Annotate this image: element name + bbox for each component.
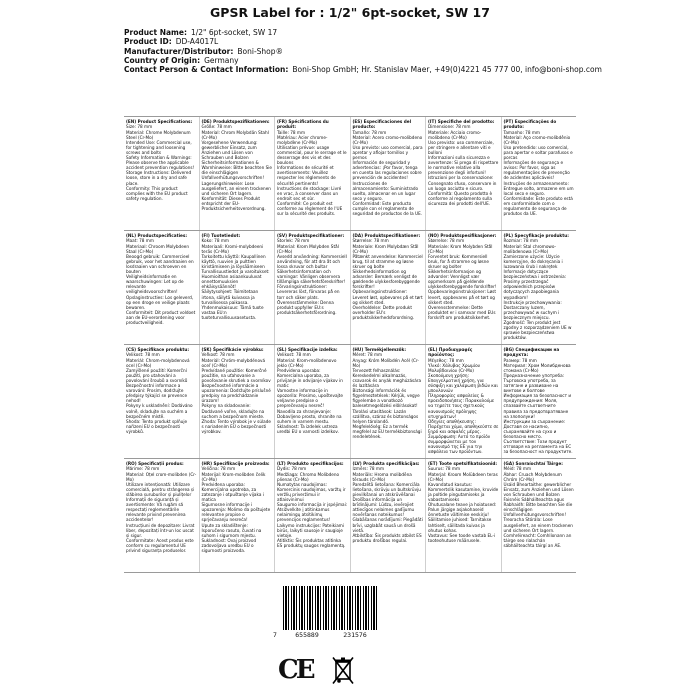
- spec-heading: (SV) Produktspecifikationer:: [277, 233, 345, 238]
- barcode-right-group: 231576: [343, 631, 367, 639]
- spec-cell-da: [351, 231, 427, 344]
- spec-body: Maat: 78 mm Materiaal: Chroom Molybdeen Staal (Cr-Mo) Beoogd gebruik: Commercieel gebruik, voor het aandraaien en losdraaien van schroeven en bouten Veiligheidsinformatie en waarschuwingen: Let op de relevante veiligheidsvoorschriften! Opslaginstructies: Los geleverd, op een droge en veilige plaats bewaren. Conformiteit: Dit product voldoet aan de EU-verordening voor productveiligheid.: [126, 238, 196, 325]
- spec-heading: (PT) Especificações do produto:: [503, 119, 557, 130]
- spec-body: Koko: 78 mm Materiaali: Kromi-molybdeeni teräs (Cr-Mo) Tarkoitettu käyttö: Kaupallinen käyttö, ruuvien ja pulttien kiristämiseen ja löysäämiseen Turvallisuustiedot ja varoitukset: Huomioithan asiaankuuluvat onnettomuuksien ehkäisysäännöt! Säilytysohjeet: Toimitetaan irtona, säilytä kuivassa ja turvallisessa paikassa. Yhdenmukaisuus: Tämä tuote vastaa EU:n tuoteturvallisuusasetusta.: [201, 238, 270, 320]
- spec-heading: (EN) Product Specifications:: [126, 119, 193, 124]
- spec-row: [124, 230, 576, 344]
- spec-heading: (SL) Specifikacije izdelka:: [277, 347, 338, 352]
- spec-cell-fi: [200, 231, 276, 344]
- spec-body: Größe: 78 mm Material: Chrom Molybdän Stahl (Cr-Mo) Vorgesehene Verwendung: gewerblicher Einsatz, zum Anziehen und Lösen von Schrauben und Bolzen Sicherheitsinformationen & Warnhinweise: Bitte beachten Sie die einschlägigen Unfallverhütungsvorschriften! Lagerungshinweise: Lose ausgeliefert, an einem trockenen und sicheren Ort lagern. Konformität: Dieses Produkt entspricht der EU-Produktsicherheitsverordnung.: [201, 124, 272, 211]
- spec-body: Μέγεθος: 78 mm Υλικό: Χάλυβας Χρωμίου Μολυβδαινίου (Cr-Mo) Σκοπούμενη χρήση: Επαγγελματική χρήση, για σύσφιξη και χαλάρωση βιδών και μπουλονιών Πληροφορίες ασφαλείας & προειδοποιήσεις: Παρακαλούμε να τηρείτε τους σχετικούς κανονισμούς πρόληψης ατυχημάτων! Οδηγίες αποθήκευσης: Παρέχεται χύμα, αποθηκεύστε σε ξηρό και ασφαλές μέρος. Συμμόρφωση: Αυτό το προϊόν συμμορφώνεται με τον κανονισμό της ΕΕ για την ασφάλεια των προϊόντων.: [428, 357, 499, 455]
- spec-heading: (ET) Toote spetsifikatsioonid:: [428, 461, 498, 466]
- page-title: GPSR Label for : 1/2" 6pt-socket, SW 17: [210, 5, 490, 20]
- spec-body: Størrelse: 78 mm Materiale: Krom Molybden Stål (Cr-Mo) Forventet bruk: Kommersiell bruk, for å stramme og løsne skruer og bolter Sikkerhetsinformasjon og advarsler: Vennligst vær oppmerksom på gjeldende ulykkesforebyggende forskrifter! Oppbevaringsinstruksjoner: Løst levert, oppbevares på et tørt og sikkert sted. Overensstemmelse: Dette produktet er i samsvar med EUs forskrift om produktsikkerhet.: [428, 238, 497, 320]
- spec-cell-ga: [502, 459, 577, 572]
- compliance-marks: [278, 656, 355, 686]
- spec-heading: (NO) Produktspesifikasjoner:: [428, 233, 497, 238]
- spec-cell-sv: [275, 231, 351, 344]
- info-label: Product ID:: [124, 37, 172, 47]
- spec-body: Rozmiar: 78 mm Materiał: Stal chromowo-molibdenowa (Cr-Mo) Zamierzone użycie: Użycie komercyjne, do dokręcania i luzowania śrub i nakrętek Informacje dotyczące bezpieczeństwa i ostrzeżenia: Prosimy przestrzegać odpowiednich przepisów dotyczących zapobiegania wypadkom! Instrukcje przechowywania: Dostarczany luzem, przechowywać w suchym i bezpiecznym miejscu. Zgodność: Ten produkt jest zgodny z rozporządzeniem UE w sprawie bezpieczeństwa produktów.: [503, 238, 572, 341]
- spec-body: Størrelse: 78 mm Materiale: Krom Molybdæn Stål (Cr-Mo) Påtænkt anvendelse: Kommerciel brug, til at stramme og løsne skruer og bolte Sikkerhedsinformation og advarsler: Bemærk venligst de gældende ulykkesforebyggende forskrifter! Opbevaringsinstruktioner: Leveret løst, opbevares på et tørt og sikkert sted. Overholdelse: Dette produkt overholder EU's produktsikkerhedsforordning.: [352, 238, 423, 320]
- info-value: 1/2" 6pt-socket, SW 17: [190, 28, 278, 37]
- info-product-name: [124, 28, 594, 37]
- product-info: [124, 28, 602, 75]
- spec-cell-de: [200, 117, 276, 230]
- ean-barcode: [273, 586, 388, 646]
- spec-heading: (EL) Προδιαγραφές προϊόντος:: [428, 347, 473, 358]
- spec-body: Velikost: 78 mm Materiál: Chrom-molybdenová ocel (Cr-Mo) Zamýšlené použití: Komerční použití, pro utahování a povolování šroubů a svorníků Bezpečnostní informace a varování: Prosím, dodržujte předpisy týkající se prevence nehod! Pokyny k uskladnění: Dodáváno volně, skladujte na suchém a bezpečném místě. Shoda: Tento produkt splňuje nařízení EU o bezpečnosti výrobků.: [126, 352, 193, 434]
- info-product-id: [124, 37, 594, 46]
- crossed-out-wheelie-bin-icon: [331, 656, 355, 686]
- spec-heading: (FR) Spécifications du produit:: [277, 119, 329, 130]
- ce-mark: CE: [278, 655, 313, 685]
- spec-cell-ro: [124, 459, 200, 572]
- spec-heading: (DA) Produktspecifikationer:: [352, 233, 421, 238]
- info-label: Country of Origin:: [124, 55, 201, 65]
- spec-cell-cs: [124, 345, 200, 458]
- spec-heading: (CS) Specifikace produktu:: [126, 347, 190, 352]
- spec-body: Taille: 78 mm Matériau: Acier chrome-molybdène (Cr-Mo) Utilisation prévue: usage commercial, pour le serrage et le desserrage des vis et des boulons Informations de sécurité et avertissements: Veuillez respecter les règlements de sécurité pertinents! Instructions de stockage: Livré en vrac, à conserver dans un endroit sec et sûr. Conformité: Ce produit est conforme au règlement de l'UE sur la sécurité des produits.: [277, 129, 347, 217]
- spec-heading: (LT) Produkto specifikacijos:: [277, 461, 344, 466]
- spec-heading: (NL) Productspecificaties:: [126, 233, 188, 238]
- spec-body: Size: 78 mm Material: Chrome Molybdenum Steel (Cr-Mo) Intended Use: Commercial use, for tightening and loosening screws and bolts Safety Information & Warnings: Please observe the applicable accident prevention regulations! Storage Instructions: Delivered loose, store in a dry and safe place. Conformity: This product complies with the EU product safety regulation.: [126, 124, 195, 201]
- spec-body: Dimensione: 78 mm Materiale: Acciaio cromo-molibdeno (Cr-Mo) Uso previsto: uso commerciale, per stringere e allentare viti e bulloni Informazioni sulla sicurezza e avvertenze: Si prega di rispettare le normative relative alla prevenzione degli infortuni! Istruzioni per la conservazione: Consegnato sfuso, conservare in un luogo asciutto e sicuro. Conformità: Questo prodotto è conforme al regolamento sulla sicurezza dei prodotti dell'UE.: [428, 124, 499, 206]
- spec-body: Storlek: 78 mm Material: Krom Molybden Stål (Cr-Mo) Avsedd användning: Kommersiell användning, för att dra åt och lossa skruvar och bultar Säkerhetsinformation och varningar: Vänligen observera tillämpliga säkerhetsföreskrifter! Förvaringsinstruktioner: Levereras löst, förvaras på en torr och säker plats. Överensstämmelse: Denna produkt uppfyller EU:s produktsäkerhetsförordning.: [277, 238, 347, 315]
- spec-cell-sl: [275, 345, 351, 458]
- spec-cell-hr: [200, 459, 276, 572]
- spec-body: Méid: 78 mm Ábhar: Cruach Molybdenum Chróm (Cr-Mo) Úsáid Bheartaithe: gewerblicher Einsatz, zum Anziehen und Lösen von Schrauben und Bolzen Faisnéis Sábháilteachta agus Rabhaidh: Bitte beachten Sie die einschlägigen Unfallverhütungsvorschriften! Treoracha Stórála: Lose ausgeliefert, an einem trockenen und sicheren Ort lagern. Comhréireacht: Comhlíonann an táirge seo rialachán sábháilteachta táirgí an AE.: [503, 466, 574, 548]
- spec-cell-bg: [502, 345, 577, 458]
- spec-cell-nl: [124, 231, 200, 344]
- spec-body: Veľkosť: 78 mm Materiál: Chróm-molybdénová oceľ (Cr-Mo) Predvídané použitie: Komerčné použitie, na uťahovanie a povoľovanie skrutiek a svorníkov Bezpečnostné informácie a upozornenia: Dodržujte príslušné predpisy na predchádzanie úrazom! Pokyny na skladovanie: Dodávané voľne, skladujte na suchom a bezpečnom mieste. Zhoda: Tento výrobok je v súlade s nariadením EÚ o bezpečnosti výrobkov.: [201, 352, 271, 434]
- spec-cell-pt: [502, 117, 577, 230]
- spec-body: Dydis: 78 mm Medžiaga: Chromo Molibdeno plienas (Cr-Mo) Numatytas naudojimas: Komercinis naudojimas, varžtų ir veržlių priveržimui ir atlaisvinimui Saugumo informacija ir įspėjimai: Atsižvelkite į atitinkamus nelaimingų atsitikimų prevencijos reglamentus! Laikymo instrukcijos: Pateikiami birūs, laikyti sausoje ir saugioje vietoje. Atitiktis: Šis produktas atitinka ES produktų saugos reglamentą.: [277, 466, 348, 548]
- spec-row: [124, 344, 576, 458]
- spec-heading: (BG) Спецификации на продукта:: [503, 347, 560, 358]
- spec-cell-fr: [275, 117, 351, 230]
- spec-cell-el: [426, 345, 502, 458]
- spec-heading: (RO) Specificații produs:: [126, 461, 184, 466]
- spec-cell-hu: [351, 345, 427, 458]
- language-spec-grid: [124, 116, 576, 573]
- info-value: DD-A4017L: [175, 37, 219, 47]
- spec-cell-en: [124, 117, 200, 230]
- info-value: Boni-Shop®: [237, 46, 284, 56]
- barcode-bars: [283, 586, 378, 630]
- spec-cell-es: [351, 117, 427, 230]
- info-label: Manufacturer/Distributor:: [124, 46, 234, 56]
- info-manufacturer: [124, 47, 594, 56]
- spec-heading: (LV) Produkta specifikācijas:: [352, 461, 420, 466]
- spec-cell-sk: [200, 345, 276, 458]
- spec-body: Mărime: 78 mm Material: Oțel crom-molibden (Cr-Mo) Utilizare intenționată: Utilizare comercială, pentru strângerea și slăbirea șuruburilor și piulițelor Informații de siguranță și avertismente: Vă rugăm să respectați reglementările relevante privind prevenirea accidentelor! Instrucțiuni de depozitare: Livrat liber, depozitați într-un loc uscat și sigur. Conformitate: Acest produs este conform cu regulamentul UE privind siguranța produselor.: [126, 466, 197, 553]
- spec-heading: (SK) Špecifikácie výrobku:: [201, 347, 264, 352]
- spec-body: Размер: 78 mm Материал: Хром Молибденова стомана (Cr-Mo) Предназначение употреба: Търговска употреба, за затягане и развиване на винтове и болтове Информация за безопасност и предупреждения: Моля, спазвайте съответните правила за предотвратяване на злополуки! Инструкции за съхранение: Доставя се насипно, съхранявайте на сухо и безопасно място. Съответствие: Този продукт отговаря на регламента на ЕС за безопасност на продуктите.: [503, 357, 573, 455]
- spec-body: Veličina: 78 mm Materijal: Krom-molibden čelik (Cr-Mo) Predviđena uporaba: Komercijalna upotreba, za zatezanje i otpuštanje vijaka i matica Sigurnosne informacije i upozorenja: Molimo da poštujete relevantne propise o sprječavanju nesreća! Upute za skladištenje: Isporučeno rasuto, čuvati na suhom i sigurnom mjestu. Sukladnost: Ovaj proizvod zadovoljava uredbu EU o sigurnosti proizvoda.: [201, 466, 271, 553]
- spec-body: Méret: 78 mm Anyag: Króm Molibdén Acél (Cr-Mo) Tervezett felhasználás: Kereskedelmi alkalmazás, csavarok és anyák meghúzására és lazítására Biztonsági információk és figyelmeztetések: Kérjük, vegye figyelembe a vonatkozó balesetmegelőzési előírásokat! Tárolási utasítások: Lazán szállítva, száraz és biztonságos helyen tárolandó. Megfelelőség: Ez a termék megfelel az EU termékbiztonsági rendeletének.: [352, 352, 422, 439]
- info-value: Germany: [204, 55, 239, 65]
- spec-heading: (ES) Especificaciones del producto:: [352, 119, 412, 130]
- spec-heading: (HU) Termékjellemzők:: [352, 347, 407, 352]
- spec-cell-lt: [275, 459, 351, 572]
- spec-cell-pl: [502, 231, 577, 344]
- barcode-digits: [273, 631, 388, 639]
- spec-row: [124, 116, 576, 230]
- spec-heading: (HR) Specifikacije proizvoda:: [201, 461, 270, 466]
- spec-heading: (GA) Sonraíochtaí Táirge:: [503, 461, 563, 466]
- spec-body: Tamaño: 78 mm Material: Acero cromo-molibdeno (Cr-Mo) Uso previsto: uso comercial, para apretar y aflojar tornillos y pernos Información de seguridad y advertencias: ¡Por favor, tenga en cuenta las regulaciones sobre prevención de accidentes! Instrucciones de almacenamiento: Suministrado suelto, almacenar en un lugar seco y seguro. Conformidad: Este producto cumple con el reglamento de seguridad de productos de la UE.: [352, 129, 423, 217]
- info-country-of-origin: [124, 56, 594, 65]
- spec-heading: (DE) Produktspezifikationen:: [201, 119, 270, 124]
- spec-cell-et: [426, 459, 502, 572]
- spec-body: Suurus: 78 mm Materjal: Kroom Molübdeen teras (Cr-Mo) Kavandatud kasutus: Kommertslik kasutamine, kruvide ja poltide pingutamiseks ja vabastamiseks Ohutusalane teave ja hoiatused: Palun järgige asjakohaseid õnnetuste vältimise eeskirju! Säilitamise juhised: Tarnitakse lahtiselt, säilitada kuivas ja ohutus kohas. Vastavus: See toode vastab EL-i tooteohutuse määrusele.: [428, 466, 499, 543]
- info-label: Contact Person & Contact Information:: [124, 65, 289, 75]
- spec-body: Velikost: 78 mm Material: Krom-molibdenovo jeklo (Cr-Mo) Predvidena uporaba: Komercialna uporaba, za privijanje in odvijanje vijakov in matic Varnostne informacije in opozorila: Prosimo, upoštevajte veljavne predpise o preprečevanju nesreč! Navodila za shranjevanje: Dobavljeno prosto, shranite na suhem in varnem mestu. Skladnost: Ta izdelek ustreza uredbi EU o varnosti izdelkov.: [277, 352, 343, 434]
- spec-heading: (PL) Specyfikacje produktu:: [503, 233, 569, 238]
- spec-body: Tamanho: 78 mm Material: Aço cromo-molibdênio (Cr-Mo) Uso pretendido: uso comercial, para apertar e soltar parafusos e porcas Informações de segurança e avisos: Por favor, siga as regulamentações de prevenção de acidentes aplicáveis! Instruções de armazenamento: Entregue solto, armazene em um local seco e seguro. Conformidade: Este produto está em conformidade com o regulamento de segurança de produtos da UE.: [503, 129, 574, 217]
- spec-cell-it: [426, 117, 502, 230]
- spec-cell-no: [426, 231, 502, 344]
- spec-body: Izmērs: 78 mm Materiāls: Hroma molibdēna tērauds (Cr-Mo) Paredzētā lietošana: Komerciāla lietošana, skrūvju un bultskrūvju pievilkšanai un atskrūvēšanai Drošības informācija un brīdinājumi: Lūdzu, ievērojiet attiecīgos nelaimes gadījumu novēršanas noteikumus! Glabāšanas norādījumi: Piegādāti brīvi, uzglabāt sausā un drošā vietā. Atbilstība: Šis produkts atbilst ES produktu drošības regulai.: [352, 466, 423, 543]
- spec-row: [124, 458, 576, 573]
- spec-heading: (FI) Tuotetiedot:: [201, 233, 241, 238]
- spec-cell-lv: [351, 459, 427, 572]
- info-value: Boni-Shop GmbH; Hr. Stanislav Maer, +49(0)4221 45 777 00, info@boni-shop.com: [292, 65, 602, 75]
- info-contact: [124, 65, 602, 75]
- barcode-left-group: 655889: [295, 631, 319, 639]
- info-label: Product Name:: [124, 28, 187, 37]
- spec-heading: (IT) Specifiche del prodotto:: [428, 119, 495, 124]
- barcode-first-digit: 7: [273, 631, 277, 639]
